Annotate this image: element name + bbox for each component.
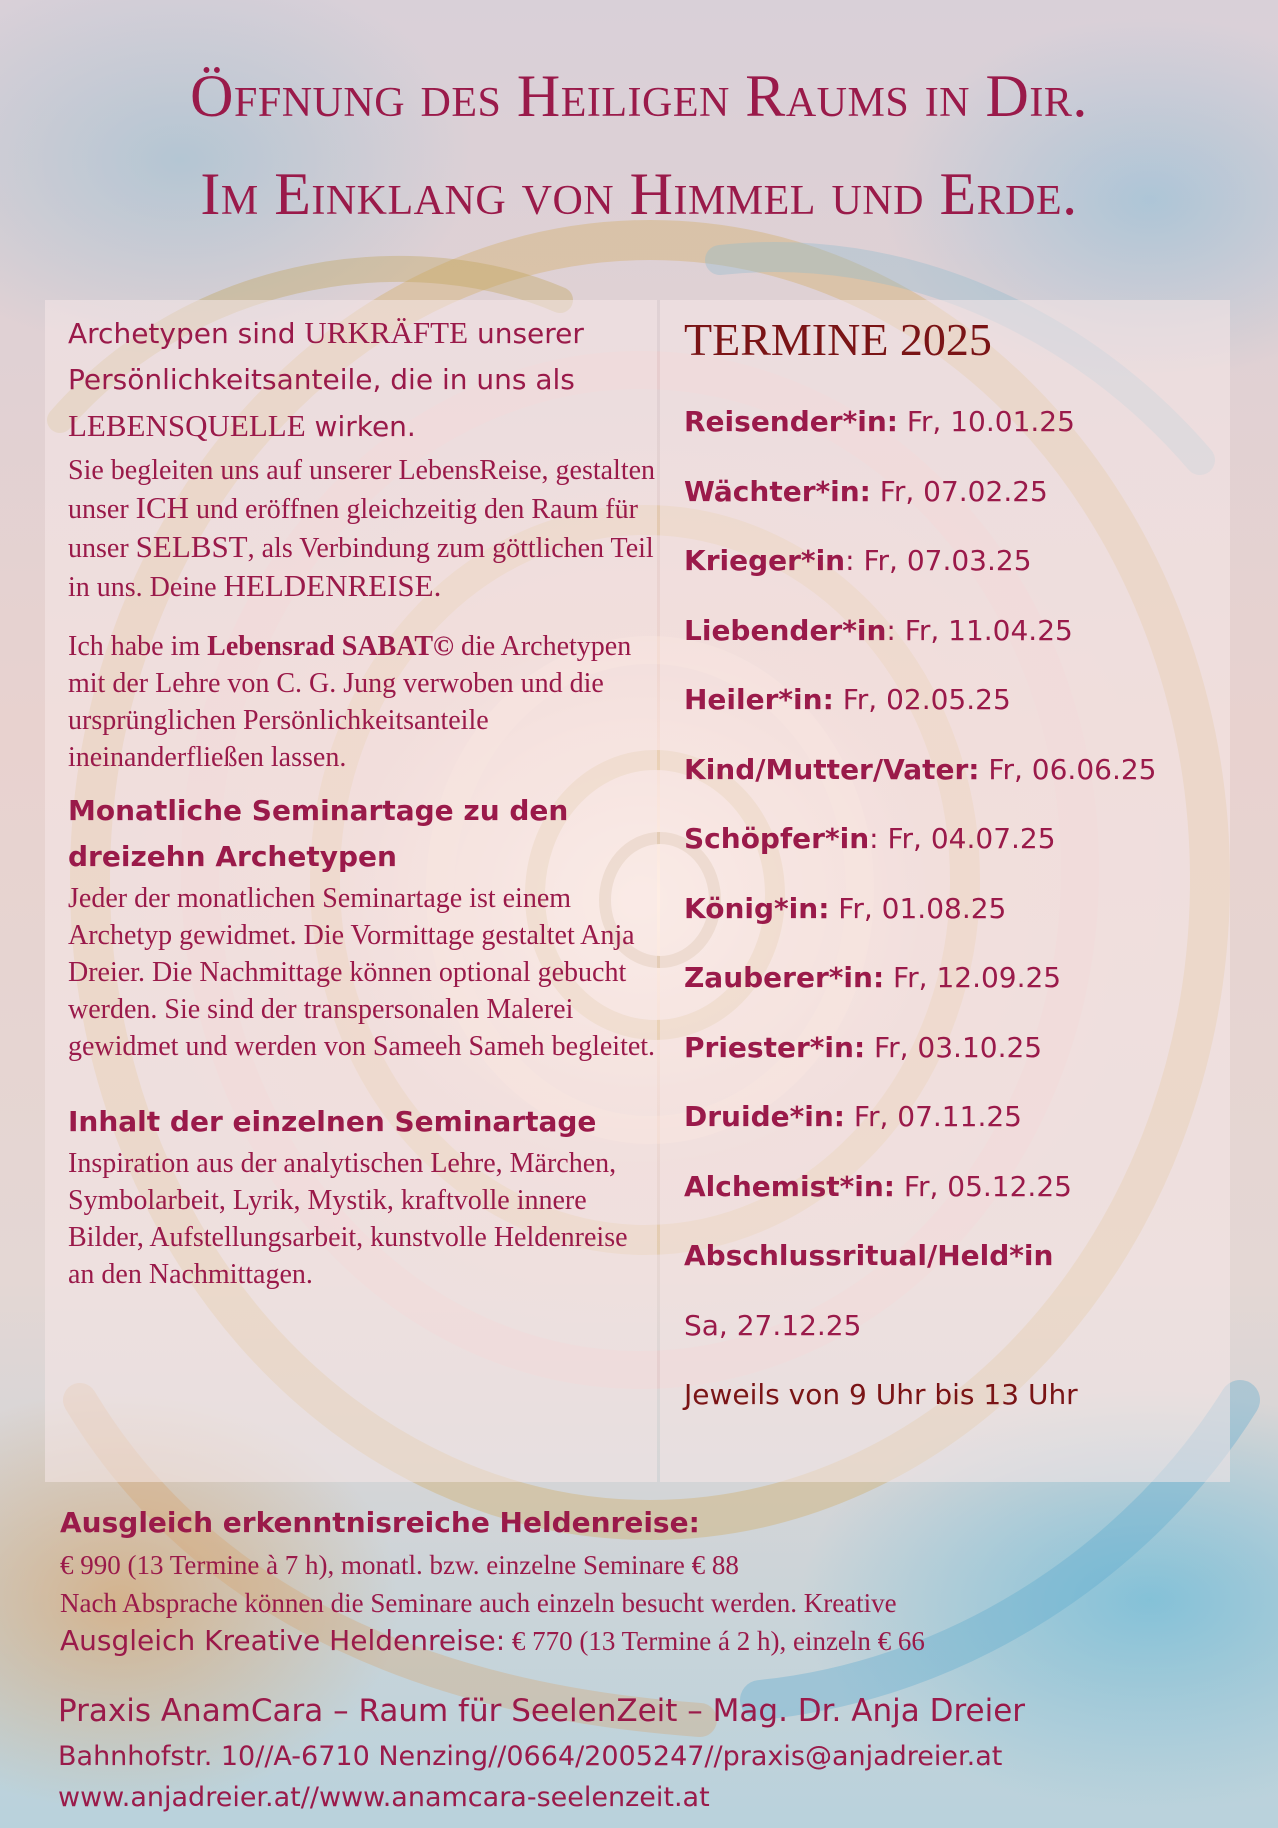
termin-item bbox=[684, 680, 1224, 750]
intro-text-1: Archetypen sind bbox=[68, 317, 305, 350]
p1-text-2: und eröffnen gleichzeitig den Raum für unser bbox=[68, 494, 638, 564]
footer-address: Bahnhofstr. 10//A-6710 Nenzing//0664/2005247//praxis@anjadreier.at bbox=[58, 1741, 1003, 1772]
p2-text-2: die Archetypen mit der Lehre von C. G. Jung verwoben und die ursprünglichen Persönlichkeitsanteile ineinanderfließen lassen. bbox=[68, 631, 632, 773]
p1-text-1: Sie begleiten uns auf unserer LebensReise, gestalten unser bbox=[68, 455, 656, 525]
p1-caps-ich: ICH bbox=[135, 490, 190, 525]
left-column bbox=[68, 310, 658, 1293]
termin-date: Fr, 07.11.25 bbox=[845, 1100, 1022, 1133]
termin-archetype: Heiler*in: bbox=[684, 683, 834, 716]
section-text-seminartage: Jeder der monatlichen Seminartage ist einem Archetyp gewidmet. Die Vormittage gestaltet Anja Dreier. Die Nachmittage können optional gebucht werden. Sie sind der transpersonalen Malerei gewidmet und werden von Sameeh Sameh begleitet. bbox=[68, 883, 656, 1062]
termine-title: TERMINE 2025 bbox=[684, 314, 992, 365]
termin-date: Fr, 07.02.25 bbox=[870, 474, 1048, 508]
intro-caps-1: URKRÄFTE bbox=[304, 315, 469, 350]
termin-item bbox=[684, 402, 1224, 472]
termin-archetype: Zauberer*in: bbox=[684, 961, 885, 994]
termin-date: Fr, 10.01.25 bbox=[897, 405, 1075, 438]
termin-date: Fr, 01.08.25 bbox=[829, 891, 1007, 925]
termin-archetype: Krieger*in bbox=[684, 544, 846, 577]
termine-list bbox=[684, 402, 1224, 1306]
intro-caps-2: LEBENSQUELLE bbox=[68, 408, 306, 443]
p1-caps-heldenreise: HELDENREISE. bbox=[223, 568, 442, 603]
termin-date: Fr, 02.05.25 bbox=[833, 683, 1011, 716]
paragraph-lebensrad bbox=[68, 628, 658, 776]
termin-date: : Fr, 11.04.25 bbox=[886, 613, 1073, 647]
intro-paragraph bbox=[68, 310, 658, 450]
termin-item bbox=[684, 1236, 1224, 1306]
termin-archetype: Liebender*in bbox=[684, 613, 887, 647]
termin-item bbox=[684, 958, 1224, 1028]
headline-line-1: Öffnung des Heiligen Raums in Dir. bbox=[190, 63, 1088, 129]
section-heading-seminartage: Monatliche Seminartage zu den dreizehn Archetypen bbox=[68, 794, 569, 873]
termin-archetype: Alchemist*in: bbox=[684, 1169, 895, 1203]
termin-item bbox=[684, 611, 1224, 681]
pricing-line-3 bbox=[60, 1622, 1240, 1660]
termin-date: : Fr, 07.03.25 bbox=[845, 544, 1032, 577]
termin-item bbox=[684, 541, 1224, 611]
termin-item bbox=[684, 819, 1224, 889]
termin-archetype: Abschlussritual/Held*in bbox=[684, 1239, 1054, 1272]
intro-text-2: unserer Persönlichkeitsanteile, die in uns als bbox=[68, 317, 584, 396]
section-heading-inhalt: Inhalt der einzelnen Seminartage bbox=[68, 1105, 597, 1138]
p2-bold-sabat: Lebensrad SABAT© bbox=[207, 631, 454, 662]
termin-archetype: Priester*in: bbox=[684, 1030, 866, 1064]
termin-archetype: Wächter*in: bbox=[684, 474, 871, 508]
final-date: Sa, 27.12.25 bbox=[684, 1308, 862, 1342]
termin-item bbox=[684, 1028, 1224, 1098]
right-column-termine bbox=[684, 310, 1224, 1415]
paragraph-lebensreise bbox=[68, 452, 658, 606]
termin-item bbox=[684, 1097, 1224, 1167]
section-text-inhalt: Inspiration aus der analytischen Lehre, Märchen, Symbolarbeit, Lyrik, Mystik, kraftvolle innere Bilder, Aufstellungsarbeit, kunstvolle Heldenreise an den Nachmittagen. bbox=[68, 1148, 628, 1290]
termin-date: Fr, 12.09.25 bbox=[884, 961, 1062, 994]
termin-item bbox=[684, 889, 1224, 959]
termin-date: Fr, 03.10.25 bbox=[865, 1030, 1043, 1064]
termin-item bbox=[684, 750, 1224, 820]
footer-website: www.anjadreier.at//www.anamcara-seelenzeit.at bbox=[58, 1782, 710, 1813]
headline-line-2: Im Einklang von Himmel und Erde. bbox=[200, 161, 1078, 227]
p1-text-3: , als Verbindung zum göttlichen Teil in uns. Deine bbox=[68, 533, 654, 603]
footer-practice-name: Praxis AnamCara – Raum für SeelenZeit – Mag. Dr. Anja Dreier bbox=[58, 1693, 1026, 1729]
pricing-label-kreativ: Ausgleich Kreative Heldenreise: bbox=[60, 1624, 506, 1657]
pricing-line-1: € 990 (13 Termine à 7 h), monatl. bzw. einzelne Seminare € 88 bbox=[60, 1550, 739, 1580]
pricing-section bbox=[60, 1500, 1240, 1660]
intro-text-3: wirken. bbox=[305, 410, 416, 443]
pricing-line-2: Nach Absprache können die Seminare auch einzeln besucht werden. Kreative bbox=[60, 1588, 897, 1618]
pricing-text-kreativ: € 770 (13 Termine á 2 h), einzeln € 66 bbox=[505, 1626, 925, 1656]
termin-date: : Fr, 04.07.25 bbox=[869, 822, 1056, 855]
p2-text-1: Ich habe im bbox=[68, 631, 208, 662]
termin-date: Fr, 06.06.25 bbox=[979, 752, 1157, 786]
termin-archetype: König*in: bbox=[684, 891, 830, 925]
termin-item bbox=[684, 472, 1224, 542]
termin-archetype: Schöpfer*in bbox=[684, 822, 870, 855]
p1-caps-selbst: SELBST bbox=[135, 529, 248, 564]
time-note: Jeweils von 9 Uhr bis 13 Uhr bbox=[684, 1378, 1078, 1411]
termin-archetype: Reisender*in: bbox=[684, 405, 898, 438]
termin-date: Fr, 05.12.25 bbox=[894, 1169, 1072, 1203]
termin-item bbox=[684, 1167, 1224, 1237]
pricing-heading: Ausgleich erkenntnisreiche Heldenreise: bbox=[60, 1506, 700, 1539]
termin-archetype: Druide*in: bbox=[684, 1100, 845, 1133]
termin-archetype: Kind/Mutter/Vater: bbox=[684, 752, 980, 786]
